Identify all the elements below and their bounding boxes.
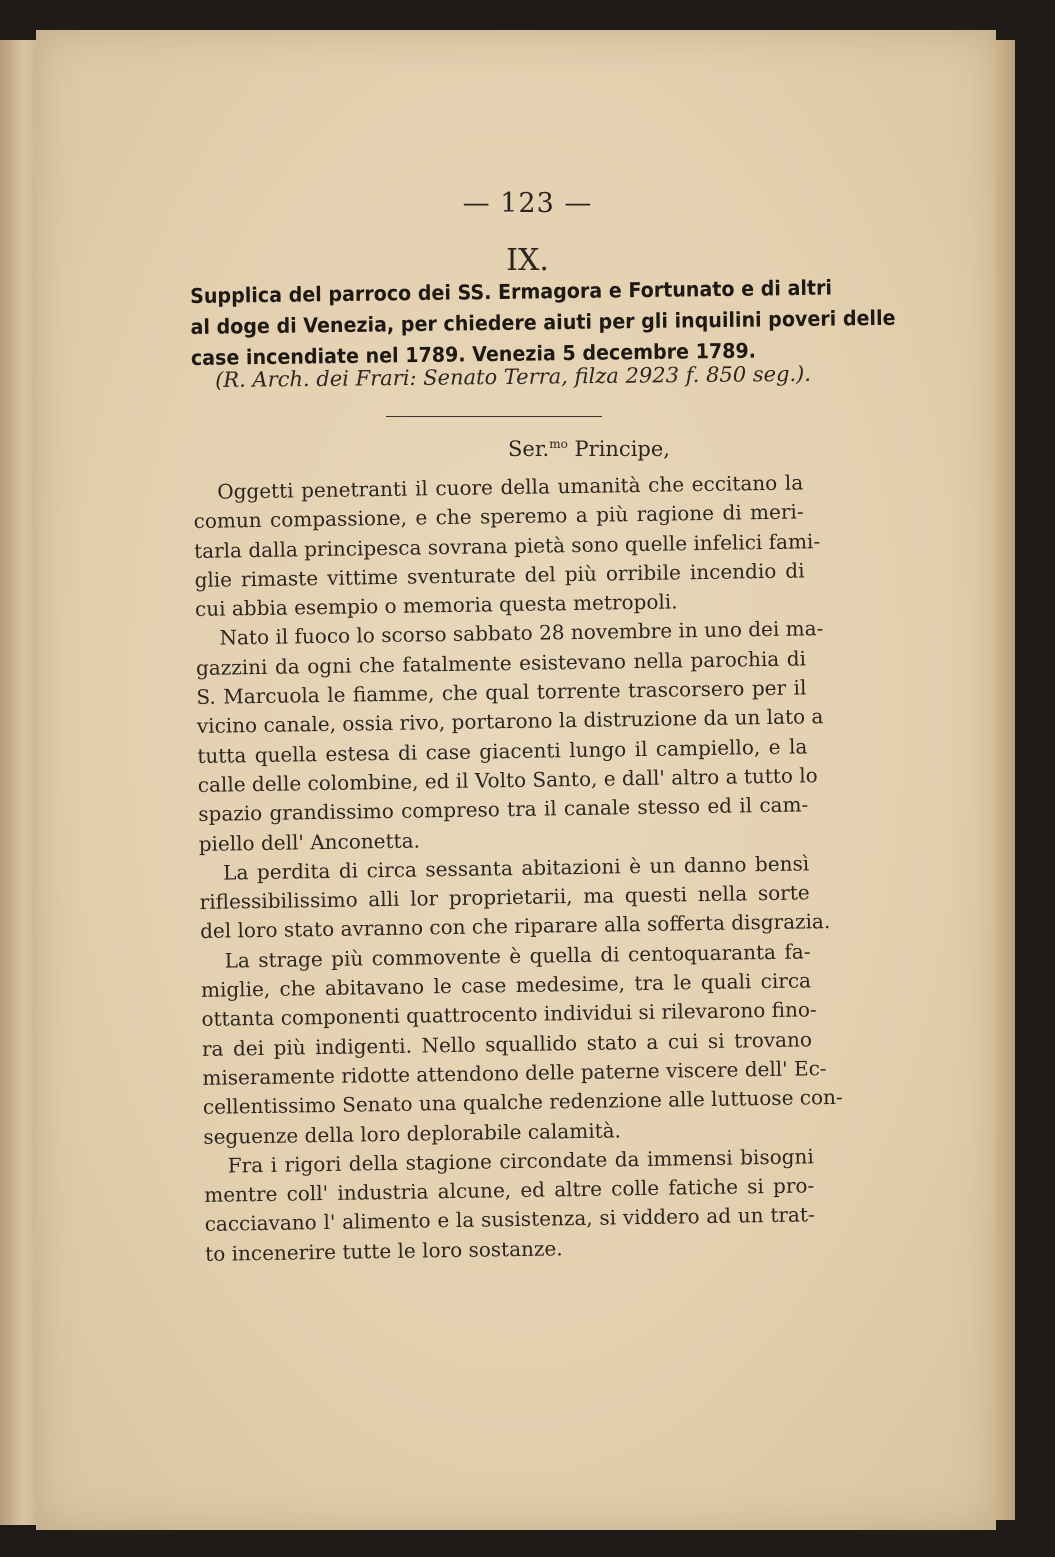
body-line: vicino canale, ossia rivo, portarono la distruzione da un lato a (196, 704, 824, 739)
document-heading (190, 273, 896, 374)
salutation (508, 437, 670, 461)
heading-line: case incendiate nel 1789. Venezia 5 decembre 1789. (190, 338, 757, 370)
body-line: seguenze della loro deplorabile calamità. (203, 1117, 622, 1149)
body-line: spazio grandissimo compreso tra il canale stesso ed il cam- (198, 792, 809, 827)
body-line: tutta quella estesa di case giacenti lungo il campiello, e la (197, 734, 808, 768)
salutation-prefix: Ser. (508, 437, 550, 461)
paragraph (199, 849, 831, 946)
body-line: Oggetti penetranti il cuore della umanità che eccitano la (217, 470, 804, 504)
body-line: comun compassione, e che speremo a più ragione di meri- (193, 499, 804, 534)
body-line: mentre coll' industria alcune, ed altre colle fatiche si pro- (204, 1173, 815, 1208)
heading-line: Supplica del parroco dei SS. Ermagora e Fortunato e di altri (190, 275, 833, 308)
body-line: S. Marcuola le fiamme, che qual torrente trascorsero per il (196, 675, 807, 710)
body-line: La strage più commovente è quella di centoquaranta fa- (224, 939, 811, 973)
letter-body (193, 468, 843, 1268)
body-line: del loro stato avranno con che riparare alla sofferta disgrazia. (199, 909, 831, 944)
section-number: IX. (506, 243, 549, 278)
divider-rule (386, 416, 602, 417)
body-line: riflessibilissimo alli lor proprietarii, ma questi nella sorte (199, 880, 810, 915)
paragraph (200, 937, 843, 1152)
paragraph (193, 468, 821, 624)
body-line: cacciavano l' alimento e la susistenza, si viddero ad un trat- (204, 1202, 815, 1237)
body-line: Fra i rigori della stagione circondate da immensi bisogni (227, 1144, 814, 1178)
body-line: Nato il fuoco lo scorso sabbato 28 novembre in uno dei ma- (219, 616, 824, 651)
body-line: cui abbia esempio o memoria questa metropoli. (194, 589, 678, 622)
body-line: to incenerire tutte le loro sostanze. (204, 1236, 563, 1266)
salutation-rest: Principe, (567, 437, 670, 461)
archive-source-reference: (R. Arch. dei Frari: Senato Terra, filza 2923 f. 850 seg.). (215, 361, 812, 392)
body-line: ra dei più indigenti. Nello squallido stato a cui si trovano (201, 1026, 813, 1061)
body-line: miseramente ridotte attendono delle paterne viscere dell' Ec- (202, 1056, 827, 1090)
paragraph (195, 615, 824, 859)
salutation-superscript: mo (549, 437, 568, 451)
paragraph (204, 1142, 816, 1269)
body-line: La perdita di circa sessanta abitazioni è un danno bensì (223, 851, 810, 885)
page-number: — 123 — (462, 188, 593, 219)
body-line: glie rimaste vittime sventurate del più orribile incendio di (194, 558, 805, 592)
body-line: gazzini da ogni che fatalmente esistevano nella parochia di (195, 646, 807, 680)
body-line: tarla dalla principesca sovrana pietà sono quelle infelici fami- (193, 528, 821, 563)
body-line: piello dell' Anconetta. (198, 828, 421, 856)
heading-line: al doge di Venezia, per chiedere aiuti per gli inquilini poveri delle (190, 305, 896, 339)
body-line: miglie, che abitavano le case medesime, tra le quali circa (200, 968, 812, 1002)
body-line: ottanta componenti quattrocento individui si rilevarono fino- (201, 997, 817, 1032)
body-line: calle delle colombine, ed il Volto Santo, e dall' altro a tutto lo (197, 763, 818, 797)
body-line: cellentissimo Senato una qualche redenzione alle luttuose con- (202, 1085, 843, 1120)
